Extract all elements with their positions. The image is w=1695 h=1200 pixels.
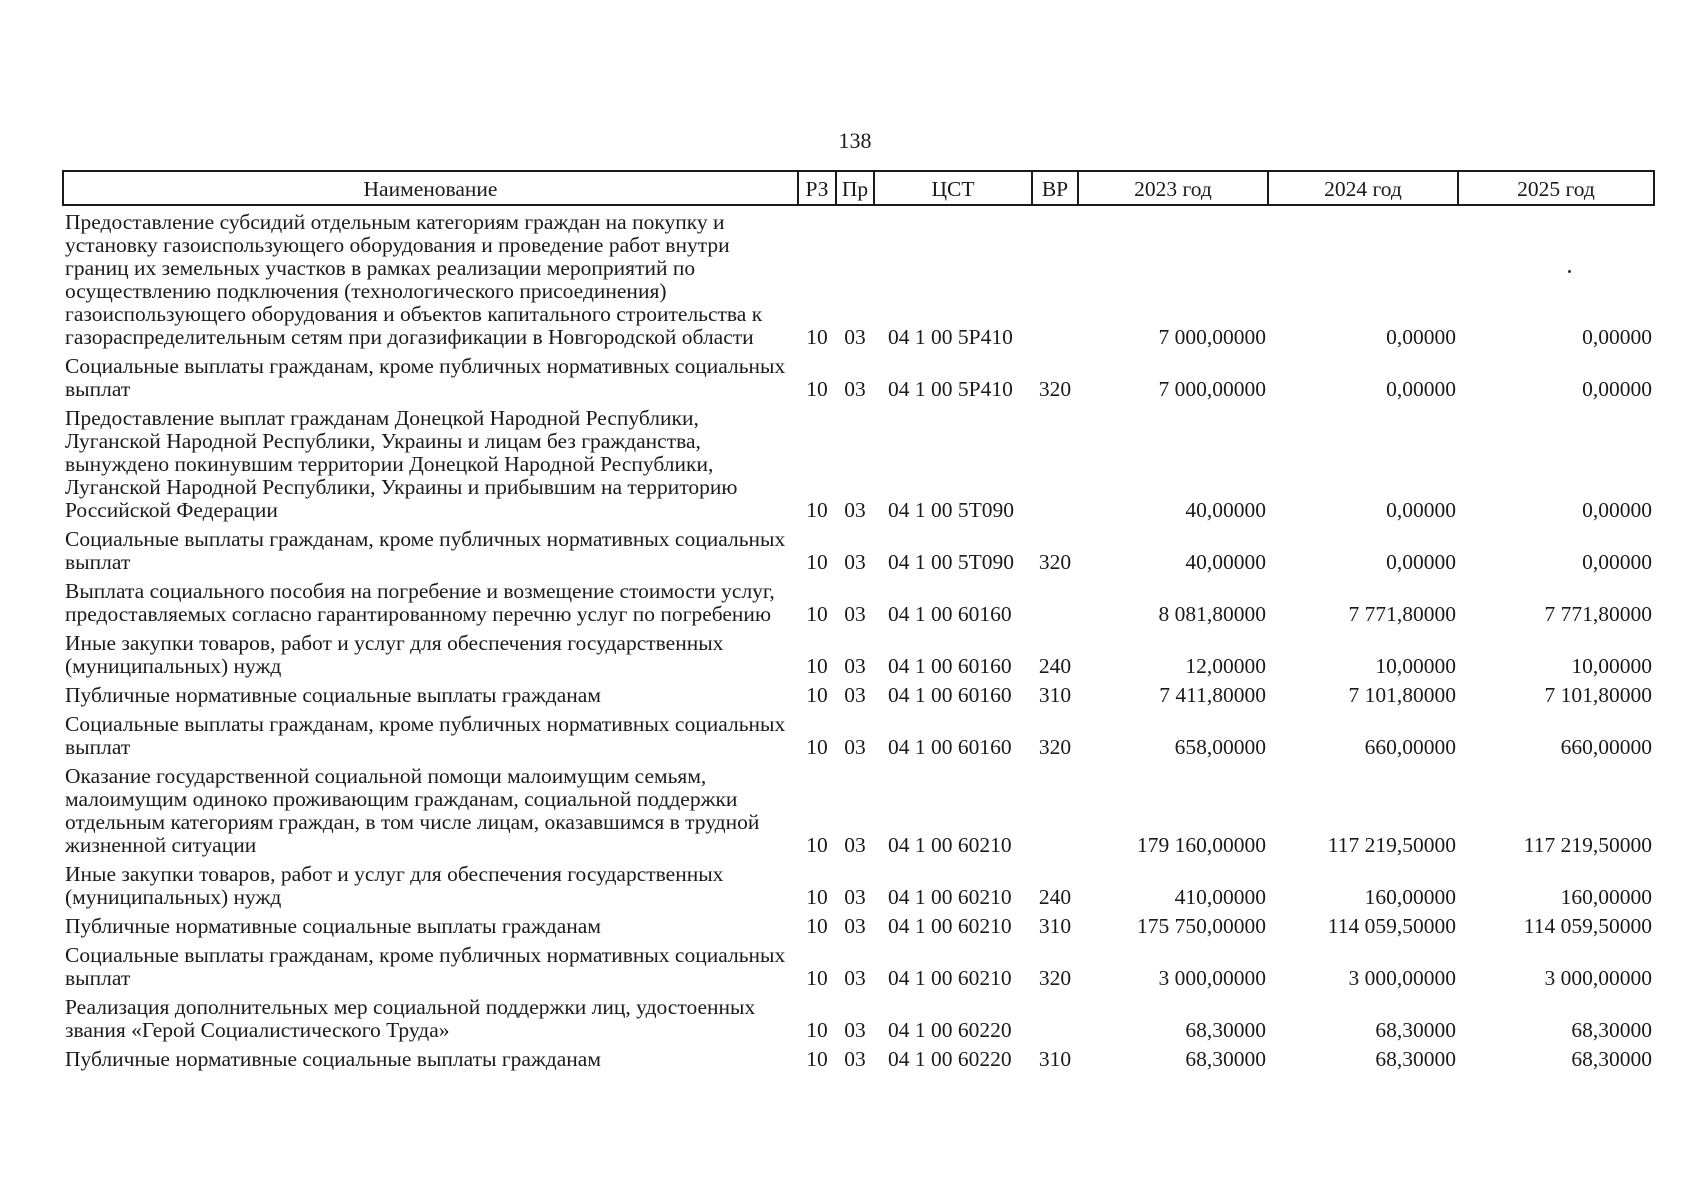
- row-2023: 40,00000: [1185, 550, 1266, 574]
- budget-table: [62, 170, 1655, 1072]
- table-row: [63, 1043, 1654, 1072]
- row-2024: 160,00000: [1364, 885, 1456, 909]
- row-2025: 660,00000: [1560, 735, 1652, 759]
- row-name: Предоставление субсидий отдельным категориям граждан на покупку и установку газоиспользующего оборудования и проведение работ внутри границ их земельных участков в рамках реализации мероприятий по осуществлению подключения (технологического присоединения) газоиспользующего оборудования и объектов капитального строительства к газораспределительным сетям при догазификации в Новгородской области: [65, 210, 763, 349]
- row-2024: 114 059,50000: [1327, 914, 1456, 938]
- row-pr: 03: [844, 735, 866, 759]
- row-name: Публичные нормативные социальные выплаты гражданам: [65, 914, 601, 938]
- row-2023: 40,00000: [1185, 498, 1266, 522]
- row-2023: 658,00000: [1174, 735, 1266, 759]
- row-cst: 04 1 00 60220: [888, 1047, 1012, 1071]
- row-rz: 10: [806, 654, 828, 678]
- row-rz: 10: [806, 498, 828, 522]
- row-2024: 10,00000: [1375, 654, 1456, 678]
- table-row: [63, 679, 1654, 708]
- row-2025: 3 000,00000: [1544, 966, 1652, 990]
- row-pr: 03: [844, 654, 866, 678]
- row-2025: 10,00000: [1571, 654, 1652, 678]
- row-pr: 03: [844, 833, 866, 857]
- row-rz: 10: [806, 602, 828, 626]
- row-vr: [1032, 991, 1078, 1043]
- row-2025: 68,30000: [1571, 1018, 1652, 1042]
- row-2024: 7 101,80000: [1348, 683, 1456, 707]
- row-rz: 10: [806, 735, 828, 759]
- page-number: 138: [838, 128, 872, 153]
- row-cst: 04 1 00 60210: [888, 833, 1012, 857]
- header-2025: 2025 год: [1458, 171, 1654, 205]
- row-2024: 0,00000: [1386, 498, 1456, 522]
- row-pr: 03: [844, 914, 866, 938]
- row-name: Социальные выплаты гражданам, кроме публичных нормативных социальных выплат: [65, 527, 786, 574]
- row-name: Иные закупки товаров, работ и услуг для обеспечения государственных (муниципальных) нужд: [65, 631, 724, 678]
- row-pr: 03: [844, 498, 866, 522]
- header-2023: 2023 год: [1078, 171, 1268, 205]
- row-vr: [1032, 575, 1078, 627]
- row-pr: 03: [844, 325, 866, 349]
- row-2025: 7 771,80000: [1544, 602, 1652, 626]
- row-2024: 68,30000: [1375, 1018, 1456, 1042]
- table-row: [63, 939, 1654, 991]
- row-2024: 0,00000: [1386, 550, 1456, 574]
- row-rz: 10: [806, 325, 828, 349]
- row-rz: 10: [806, 1018, 828, 1042]
- table-row: [63, 575, 1654, 627]
- table-row: [63, 991, 1654, 1043]
- row-cst: 04 1 00 60160: [888, 683, 1012, 707]
- row-pr: 03: [844, 683, 866, 707]
- row-cst: 04 1 00 5Т090: [888, 550, 1015, 574]
- row-vr: 240: [1038, 885, 1072, 909]
- row-2024: 3 000,00000: [1348, 966, 1456, 990]
- row-name: Иные закупки товаров, работ и услуг для обеспечения государственных (муниципальных) нужд: [65, 862, 724, 909]
- row-cst: 04 1 00 60160: [888, 654, 1012, 678]
- header-2024: 2024 год: [1268, 171, 1458, 205]
- row-2025: 0,00000: [1582, 498, 1652, 522]
- row-2025: 0,00000: [1582, 550, 1652, 574]
- row-rz: 10: [806, 550, 828, 574]
- row-vr: 320: [1038, 966, 1072, 990]
- header-pr: Пр: [836, 171, 874, 205]
- row-rz: 10: [806, 377, 828, 401]
- row-2023: 410,00000: [1174, 885, 1266, 909]
- row-vr: [1032, 402, 1078, 523]
- row-rz: 10: [806, 683, 828, 707]
- row-pr: 03: [844, 602, 866, 626]
- row-2024: 660,00000: [1364, 735, 1456, 759]
- header-cst: ЦСТ: [874, 171, 1032, 205]
- row-2023: 175 750,00000: [1137, 914, 1266, 938]
- row-vr: [1032, 760, 1078, 858]
- table-body: [63, 205, 1654, 1072]
- row-2024: 7 771,80000: [1348, 602, 1456, 626]
- table-row: [63, 627, 1654, 679]
- row-2024: 0,00000: [1386, 377, 1456, 401]
- row-2025: 68,30000: [1571, 1047, 1652, 1071]
- row-pr: 03: [844, 1018, 866, 1042]
- table-row: [63, 350, 1654, 402]
- row-vr: 310: [1038, 683, 1072, 707]
- row-name: Публичные нормативные социальные выплаты гражданам: [65, 683, 601, 707]
- row-2023: 179 160,00000: [1137, 833, 1266, 857]
- row-2023: 68,30000: [1185, 1047, 1266, 1071]
- row-2023: 7 000,00000: [1158, 325, 1266, 349]
- row-pr: 03: [844, 885, 866, 909]
- row-2025: 0,00000: [1582, 325, 1652, 349]
- row-cst: 04 1 00 5Р410: [888, 325, 1013, 349]
- row-cst: 04 1 00 60210: [888, 885, 1012, 909]
- row-2025: 117 219,50000: [1523, 833, 1652, 857]
- header-vr: ВР: [1032, 171, 1078, 205]
- row-2024: 0,00000: [1386, 325, 1456, 349]
- row-rz: 10: [806, 966, 828, 990]
- row-cst: 04 1 00 60160: [888, 735, 1012, 759]
- row-name: Социальные выплаты гражданам, кроме публичных нормативных социальных выплат: [65, 943, 786, 990]
- row-2023: 8 081,80000: [1158, 602, 1266, 626]
- row-2023: 7 000,00000: [1158, 377, 1266, 401]
- row-vr: [1032, 205, 1078, 350]
- row-vr: 320: [1038, 735, 1072, 759]
- row-vr: 310: [1038, 1047, 1072, 1071]
- row-rz: 10: [806, 914, 828, 938]
- row-2023: 3 000,00000: [1158, 966, 1266, 990]
- row-2023: 7 411,80000: [1159, 683, 1266, 707]
- table-header: [63, 171, 1654, 205]
- row-name: Реализация дополнительных мер социальной поддержки лиц, удостоенных звания «Герой Социалистического Труда»: [65, 995, 756, 1042]
- header-name: Наименование: [63, 171, 798, 205]
- header-rz: РЗ: [798, 171, 836, 205]
- row-name: Выплата социального пособия на погребение и возмещение стоимости услуг, предоставляемых согласно гарантированному перечню услуг по погребению: [65, 579, 775, 626]
- row-name: Социальные выплаты гражданам, кроме публичных нормативных социальных выплат: [65, 354, 786, 401]
- row-cst: 04 1 00 60210: [888, 966, 1012, 990]
- row-pr: 03: [844, 377, 866, 401]
- row-vr: 240: [1038, 654, 1072, 678]
- row-cst: 04 1 00 5Р410: [888, 377, 1013, 401]
- row-2025: 7 101,80000: [1544, 683, 1652, 707]
- row-pr: 03: [844, 966, 866, 990]
- row-2023: 68,30000: [1185, 1018, 1266, 1042]
- row-2024: 68,30000: [1375, 1047, 1456, 1071]
- row-rz: 10: [806, 833, 828, 857]
- table-row: [63, 910, 1654, 939]
- row-2025: 160,00000: [1560, 885, 1652, 909]
- table-row: [63, 760, 1654, 858]
- table-row: [63, 402, 1654, 523]
- row-2024: 117 219,50000: [1327, 833, 1456, 857]
- row-rz: 10: [806, 885, 828, 909]
- row-name: Предоставление выплат гражданам Донецкой Народной Республики, Луганской Народной Республики, Украины и лицам без гражданства, вынуждено покинувшим территории Донецкой Народной Республики, Луганской Народной Республики, Украины и прибывшим на территорию Российской Федерации: [65, 406, 738, 522]
- table-row: [63, 205, 1654, 350]
- row-cst: 04 1 00 5Т090: [888, 498, 1015, 522]
- row-vr: 320: [1038, 377, 1072, 401]
- row-name: Социальные выплаты гражданам, кроме публичных нормативных социальных выплат: [65, 712, 786, 759]
- row-pr: 03: [844, 1047, 866, 1071]
- row-2023: 12,00000: [1185, 654, 1266, 678]
- row-2025: 114 059,50000: [1523, 914, 1652, 938]
- row-name: Оказание государственной социальной помощи малоимущим семьям, малоимущим одиноко проживающим гражданам, социальной поддержки отдельным категориям граждан, в том числе лицам, оказавшимся в трудной жизненной ситуации: [65, 764, 760, 857]
- row-pr: 03: [844, 550, 866, 574]
- table-row: [63, 523, 1654, 575]
- table-row: [63, 708, 1654, 760]
- row-cst: 04 1 00 60210: [888, 914, 1012, 938]
- row-rz: 10: [806, 1047, 828, 1071]
- row-vr: 310: [1038, 914, 1072, 938]
- row-cst: 04 1 00 60220: [888, 1018, 1012, 1042]
- row-name: Публичные нормативные социальные выплаты гражданам: [65, 1047, 601, 1071]
- header-row: [63, 171, 1654, 205]
- row-cst: 04 1 00 60160: [888, 602, 1012, 626]
- row-vr: 320: [1038, 550, 1072, 574]
- table-row: [63, 858, 1654, 910]
- row-2025: 0,00000: [1582, 377, 1652, 401]
